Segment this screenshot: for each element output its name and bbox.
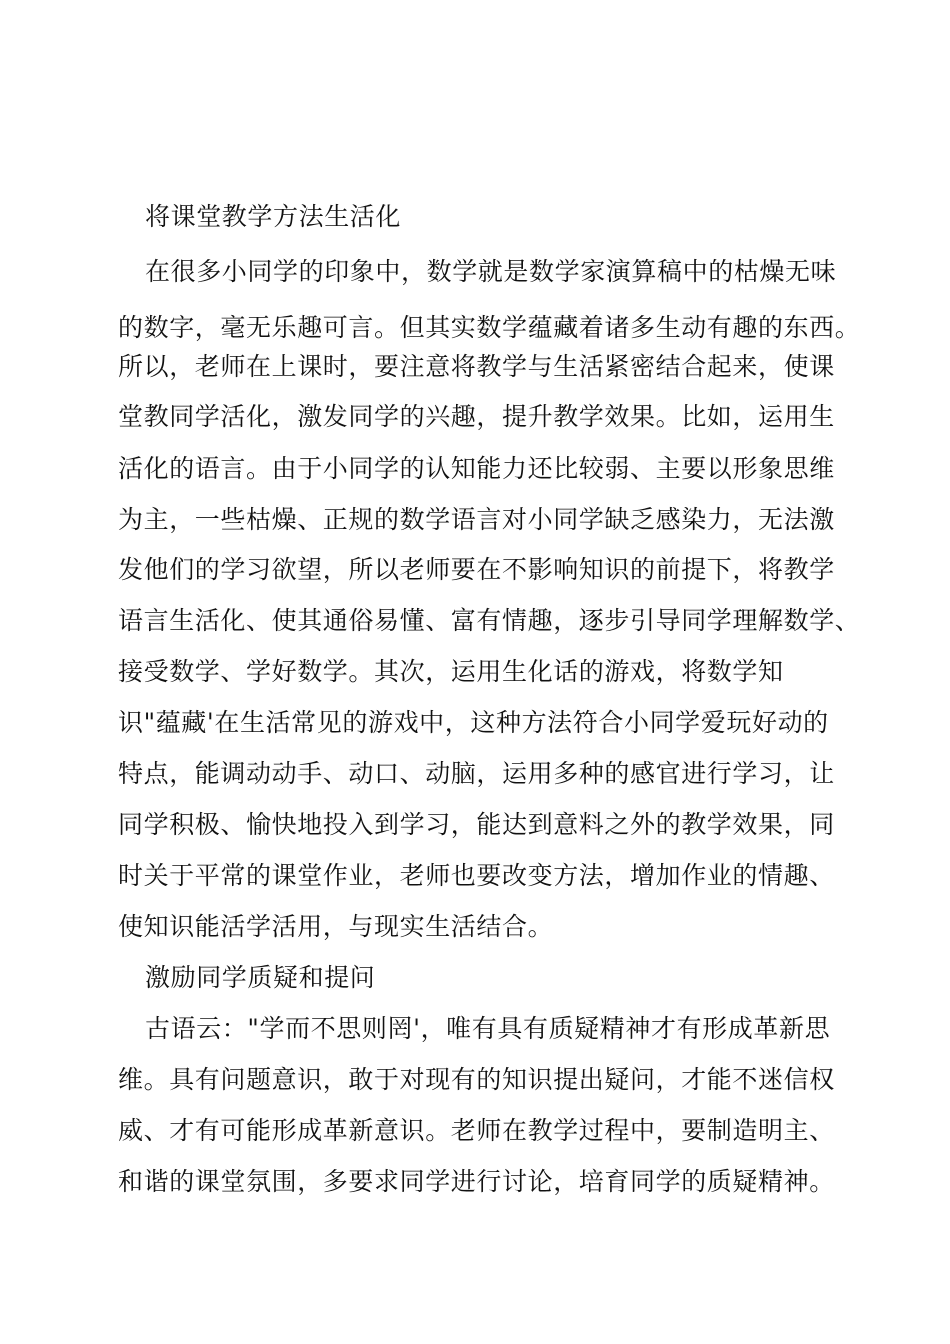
paragraph-line: 所以，老师在上课时，要注意将教学与生活紧密结合起来，使课 bbox=[118, 352, 835, 381]
paragraph-line: 同学积极、愉快地投入到学习，能达到意料之外的教学效果，同 bbox=[118, 810, 835, 839]
paragraph-line: 发他们的学习欲望，所以老师要在不影响知识的前提下，将教学 bbox=[118, 555, 835, 584]
paragraph-line: 时关于平常的课堂作业，老师也要改变方法，增加作业的情趣、 bbox=[118, 861, 835, 890]
section-heading: 将课堂教学方法生活化 bbox=[145, 202, 402, 231]
paragraph-line: 堂教同学活化，激发同学的兴趣，提升教学效果。比如，运用生 bbox=[118, 402, 835, 431]
paragraph-line: 和谐的课堂氛围，多要求同学进行讨论，培育同学的质疑精神。 bbox=[118, 1167, 835, 1196]
paragraph-line: 维。具有问题意识，敢于对现有的知识提出疑问，才能不迷信权 bbox=[118, 1065, 835, 1094]
paragraph-line: 古语云："学而不思则罔'，唯有具有质疑精神才有形成革新思 bbox=[145, 1014, 831, 1043]
paragraph-line: 为主，一些枯燥、正规的数学语言对小同学缺乏感染力，无法激 bbox=[118, 505, 835, 534]
paragraph-line: 的数字，毫无乐趣可言。但其实数学蕴藏着诸多生动有趣的东西。 bbox=[118, 313, 861, 342]
paragraph-line: 使知识能活学活用，与现实生活结合。 bbox=[118, 912, 554, 941]
paragraph-line: 接受数学、学好数学。其次，运用生化话的游戏，将数学知 bbox=[118, 657, 784, 686]
paragraph-line: 特点，能调动动手、动口、动脑，运用多种的感官进行学习，让 bbox=[118, 759, 835, 788]
paragraph-line: 语言生活化、使其通俗易懂、富有情趣，逐步引导同学理解数学、 bbox=[118, 606, 861, 635]
paragraph-line: 威、才有可能形成革新意识。老师在教学过程中，要制造明主、 bbox=[118, 1116, 835, 1145]
paragraph-line: 在很多小同学的印象中，数学就是数学家演算稿中的枯燥无味 bbox=[145, 257, 837, 286]
paragraph-line: 活化的语言。由于小同学的认知能力还比较弱、主要以形象思维 bbox=[118, 454, 835, 483]
section-heading: 激励同学质疑和提问 bbox=[145, 963, 376, 992]
paragraph-line: 识"蕴藏'在生活常见的游戏中，这种方法符合小同学爱玩好动的 bbox=[118, 708, 829, 737]
